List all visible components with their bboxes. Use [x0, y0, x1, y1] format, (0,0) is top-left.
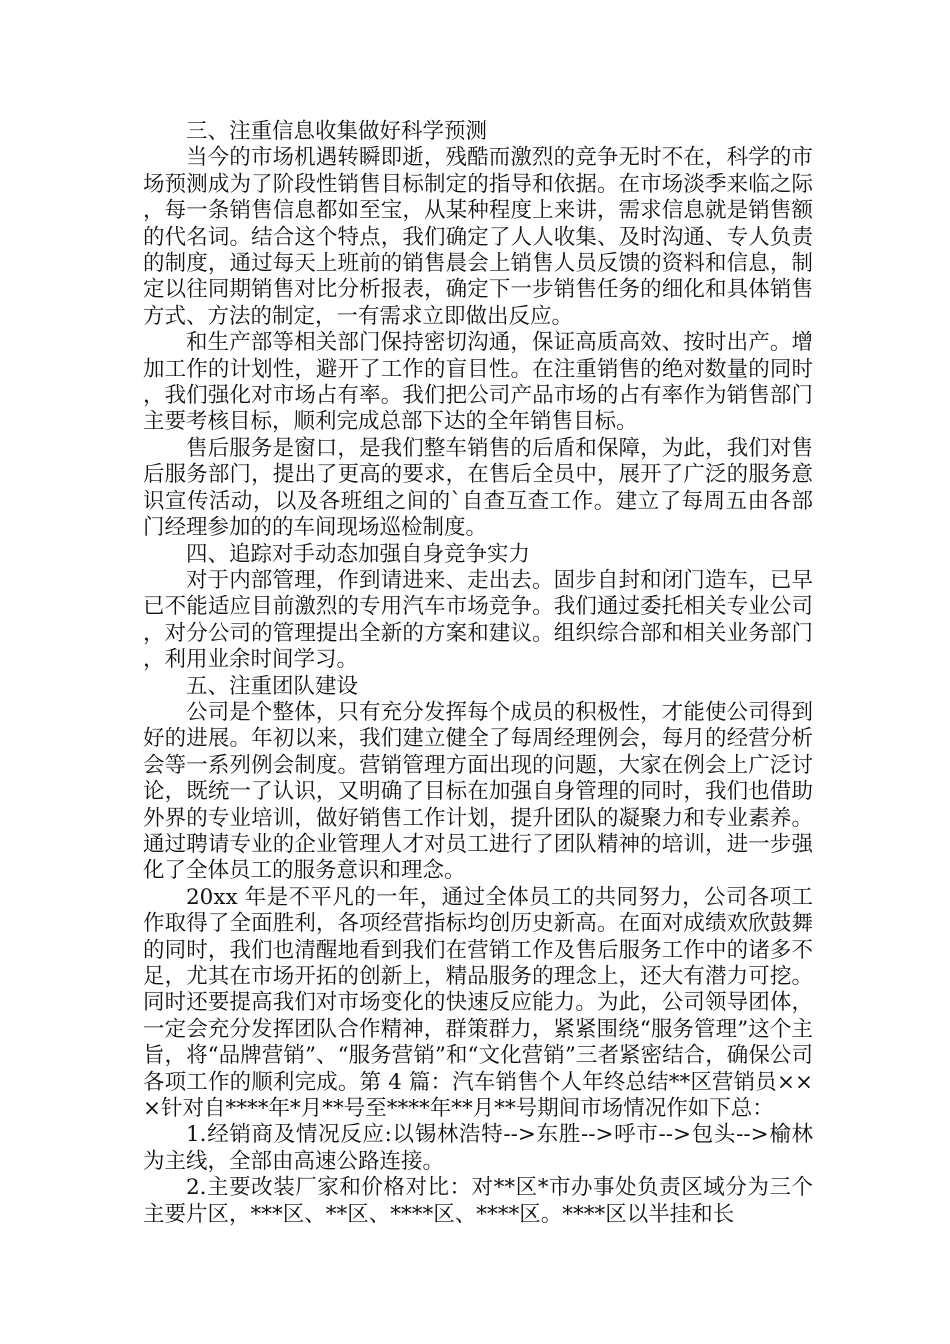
- paragraph-after-sales: 售后服务是窗口，是我们整车销售的后盾和保障，为此，我们对售后服务部门，提出了更高的要求，在售后全员中，展开了广泛的服务意识宣传活动，以及各班组之间的`自查互查工作。建立了每周五由各部门经理参加的的车间现场巡检制度。: [143, 435, 813, 541]
- paragraph-internal-management: 对于内部管理，作到请进来、走出去。固步自封和闭门造车，已早已不能适应目前激烈的专用汽车市场竞争。我们通过委托相关专业公司，对分公司的管理提出全新的方案和建议。组织综合部和相关业务部门，利用业余时间学习。: [143, 567, 813, 673]
- document-page: [143, 119, 813, 1228]
- section-heading-5: 五、注重团队建设: [186, 673, 359, 699]
- paragraph-year-summary: 20xx 年是不平凡的一年，通过全体员工的共同努力，公司各项工作取得了全面胜利，各项经营指标均创历史新高。在面对成绩欢欣鼓舞的同时，我们也清醒地看到我们在营销工作及售后服务工作中的诸多不足，尤其在市场开拓的创新上，精品服务的理念上，还大有潜力可挖。同时还要提高我们对市场变化的快速反应能力。为此，公司领导团体，一定会充分发挥团队合作精神，群策群力，紧紧围绕“服务管理”这个主旨，将“品牌营销”、“服务营销”和“文化营销”三者紧密结合，确保公司各项工作的顺利完成。第 4 篇：汽车销售个人年终总结**区营销员×××针对自****年*月**号至****年**月**号期间市场情况作如下总：: [143, 884, 813, 1122]
- paragraph-production-coordination: 和生产部等相关部门保持密切沟通，保证高质高效、按时出产。增加工作的计划性，避开了工作的盲目性。在注重销售的绝对数量的同时，我们强化对市场占有率。我们把公司产品市场的占有率作为销售部门主要考核目标，顺利完成总部下达的全年销售目标。: [143, 330, 813, 435]
- list-item-dealers: 1.经销商及情况反应:以锡林浩特-->东胜-->呼市-->包头-->榆林为主线，全部由高速公路连接。: [143, 1122, 813, 1174]
- section-heading-4: 四、追踪对手动态加强自身竞争实力: [186, 541, 531, 567]
- paragraph-team-building: 公司是个整体，只有充分发挥每个成员的积极性，才能使公司得到好的进展。年初以来，我们建立健全了每周经理例会，每月的经营分析会等一系列例会制度。营销管理方面出现的问题，大家在例会上广泛讨论，既统一了认识，又明确了目标在加强自身管理的同时，我们也借助外界的专业培训，做好销售工作计划，提升团队的凝聚力和专业素养。通过聘请专业的企业管理人才对员工进行了团队精神的培训，进一步强化了全体员工的服务意识和理念。: [143, 699, 813, 884]
- paragraph-market-forecast: 当今的市场机遇转瞬即逝，残酷而激烈的竞争无时不在，科学的市场预测成为了阶段性销售目标制定的指导和依据。在市场淡季来临之际，每一条销售信息都如至宝，从某种程度上来讲，需求信息就是销售额的代名词。结合这个特点，我们确定了人人收集、及时沟通、专人负责的制度，通过每天上班前的销售晨会上销售人员反馈的资料和信息，制定以往同期销售对比分析报表，确定下一步销售任务的细化和具体销售方式、方法的制定，一有需求立即做出反应。: [143, 145, 813, 329]
- list-item-manufacturers: 2.主要改装厂家和价格对比：对**区*市办事处负责区域分为三个主要片区，***区、**区、****区、****区。****区以半挂和长: [143, 1175, 813, 1227]
- section-heading-3: 三、注重信息收集做好科学预测: [186, 119, 488, 144]
